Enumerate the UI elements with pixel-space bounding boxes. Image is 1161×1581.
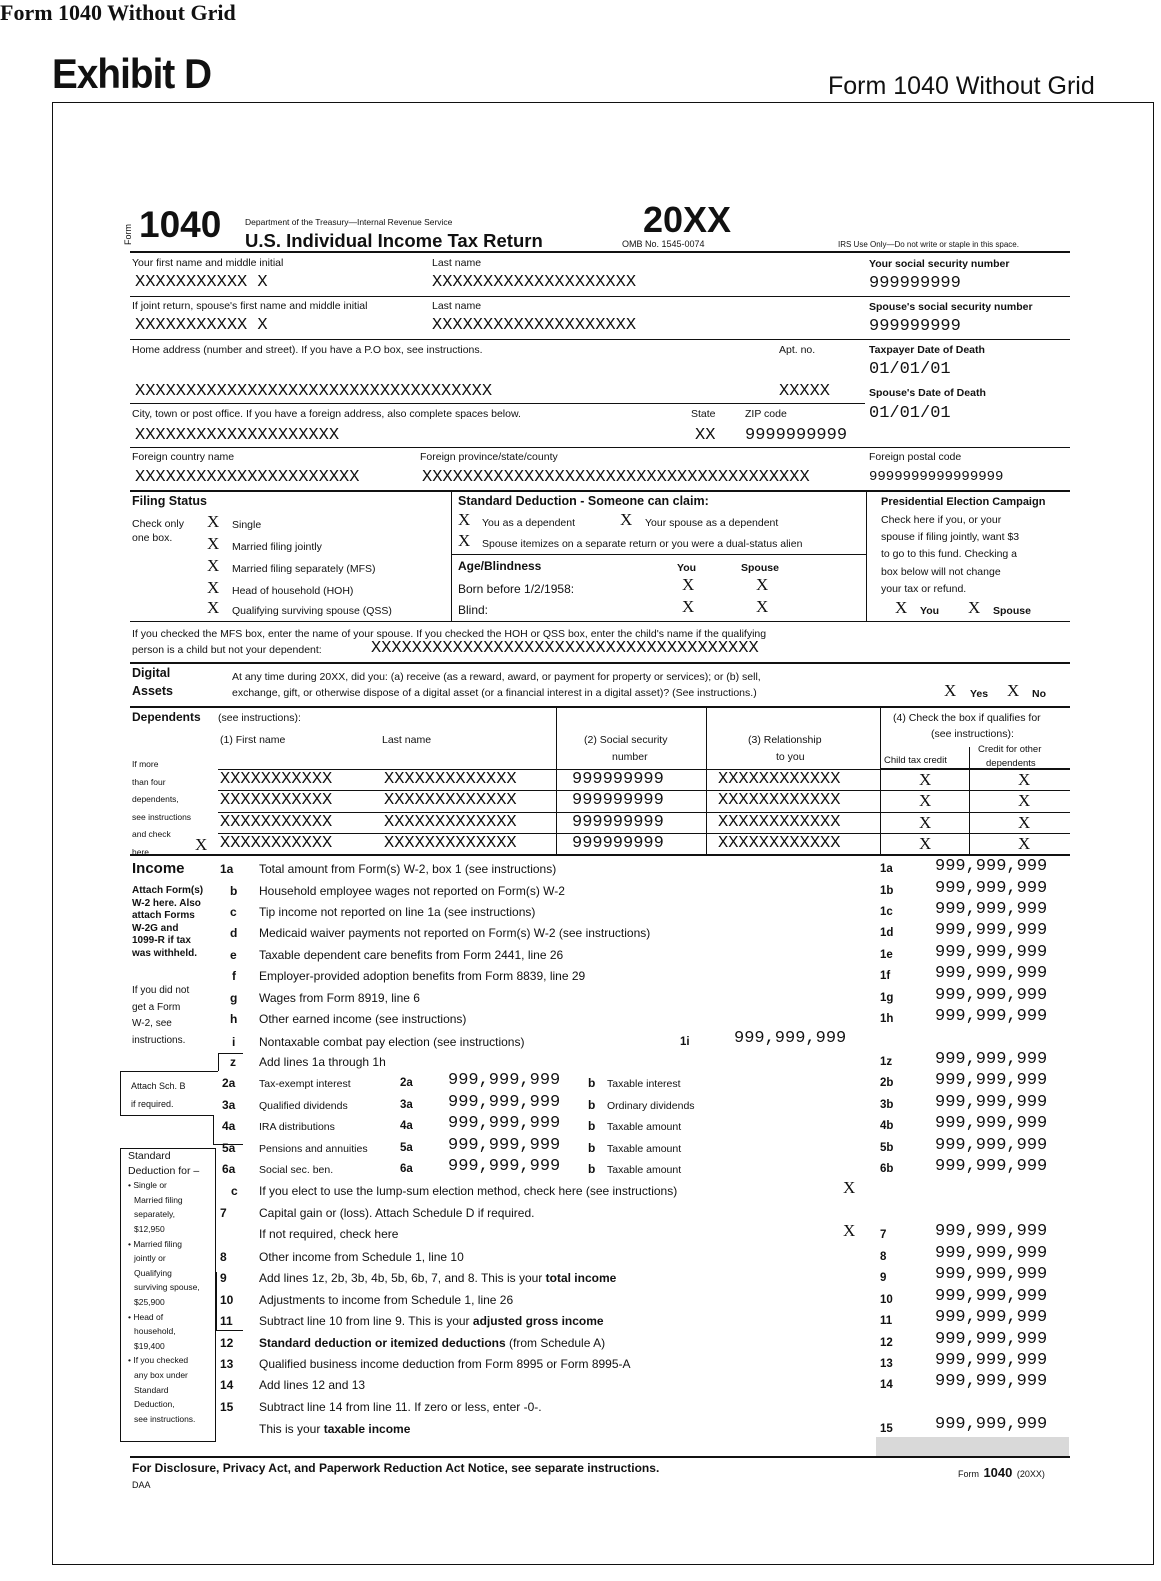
line-9-ref: 9 (880, 1272, 887, 1284)
mfs-instruction-line-1: If you checked the MFS box, enter the name of your spouse. If you checked the HOH or QSS box, enter the child's name if the qualifying (132, 628, 767, 640)
line-4b-ref: 4b (880, 1120, 894, 1132)
line-6b-text: Taxable amount (607, 1164, 682, 1176)
line-13-ref: 13 (880, 1358, 893, 1370)
line-1f-ref: 1f (880, 970, 891, 982)
line-3a-num: 3a (222, 1098, 236, 1112)
line-5b-amount[interactable]: 999,999,999 (935, 1136, 1048, 1155)
line-1h-amount[interactable]: 999,999,999 (935, 1007, 1048, 1026)
taxpayer-death-field[interactable]: 01/01/01 (869, 360, 951, 379)
dep-2-rel[interactable]: XXXXXXXXXXXX (718, 791, 841, 810)
line-11-text: Subtract line 10 from line 9. This is your adjusted gross income (259, 1314, 604, 1328)
pec-line-4: box below will not change (881, 566, 1001, 578)
line-7-text-2: If not required, check here (259, 1227, 399, 1241)
line-1h-text: Other earned income (see instructions) (259, 1012, 467, 1026)
line-1h-num: h (230, 1012, 238, 1026)
foreign-province-field[interactable]: XXXXXXXXXXXXXXXXXXXXXXXXXXXXXXXXXXXXXX (422, 468, 810, 487)
line-12-text: Standard deduction or itemized deductions (from Schedule A) (259, 1336, 606, 1350)
dep-col-ctc: Child tax credit (884, 755, 947, 766)
line-15-ref: 15 (880, 1423, 893, 1435)
line-7-checkbox[interactable]: X (843, 1221, 856, 1240)
line-5b-text: Taxable amount (607, 1143, 682, 1155)
last-name-label: Last name (432, 257, 482, 269)
dep-col-odc-1: Credit for other (978, 744, 1042, 755)
city-label: City, town or post office. If you have a foreign address, also complete spaces below. (132, 408, 521, 420)
income-title: Income (132, 860, 185, 877)
line-3b-text: Ordinary dividends (607, 1100, 695, 1112)
line-6a-num: 6a (222, 1162, 236, 1176)
apt-no-label: Apt. no. (779, 344, 816, 356)
irs-use-only: IRS Use Only—Do not write or staple in this space. (838, 240, 1019, 249)
line-10-amount[interactable]: 999,999,999 (935, 1287, 1048, 1306)
line-7-num: 7 (220, 1206, 227, 1220)
dep-col-ssn-2: number (612, 751, 648, 763)
line-1i-text: Nontaxable combat pay election (see instructions) (259, 1035, 525, 1049)
line-1e-num: e (230, 948, 237, 962)
line-14-amount[interactable]: 999,999,999 (935, 1372, 1048, 1391)
line-11-ref: 11 (880, 1315, 893, 1327)
age-blindness-title: Age/Blindness (458, 559, 542, 573)
line-1i-amount[interactable]: 999,999,999 (734, 1029, 847, 1048)
state-field[interactable]: XX (695, 426, 716, 445)
line-1z-text: Add lines 1a through 1h (259, 1055, 386, 1069)
line-10-ref: 10 (880, 1294, 893, 1306)
attach-forms-note: Attach Form(s) W-2 here. Also attach Forms W-2G and 1099-R if tax was withheld. (132, 885, 204, 959)
line-6c-text: If you elect to use the lump-sum election method, check here (see instructions) (259, 1184, 678, 1198)
dep-1-last[interactable]: XXXXXXXXXXXXX (384, 770, 517, 789)
line-8-ref: 8 (880, 1251, 887, 1263)
line-13-amount[interactable]: 999,999,999 (935, 1351, 1048, 1370)
pec-line-3: to go to this fund. Checking a (881, 548, 1018, 560)
line-1b-num: b (230, 884, 238, 898)
dep-1-ctc-checkbox[interactable]: X (919, 770, 932, 789)
line-12-num: 12 (220, 1336, 234, 1350)
line-1a-ref: 1a (880, 863, 893, 875)
line-1i-num: i (232, 1035, 236, 1049)
age-you-label: You (677, 562, 697, 574)
dep-4-odc-checkbox[interactable]: X (1018, 834, 1031, 853)
line-13-text: Qualified business income deduction from Form 8995 or Form 8995-A (259, 1357, 631, 1371)
dep-2-odc-checkbox[interactable]: X (1018, 791, 1031, 810)
line-3a-amount[interactable]: 999,999,999 (448, 1093, 561, 1112)
spouse-last-name-field[interactable]: XXXXXXXXXXXXXXXXXXXX (432, 316, 637, 335)
line-14-text: Add lines 12 and 13 (259, 1378, 366, 1392)
dep-1-odc-checkbox[interactable]: X (1018, 770, 1031, 789)
line-1b-amount[interactable]: 999,999,999 (935, 879, 1048, 898)
line-10-num: 10 (220, 1293, 234, 1307)
std-itemizes-label: Spouse itemizes on a separate return or you were a dual-status alien (482, 538, 803, 550)
first-name-label: Your first name and middle initial (132, 257, 284, 269)
digital-yes-checkbox[interactable]: X (944, 681, 957, 700)
line-11-num: 11 (220, 1314, 233, 1328)
more-dependents-checkbox[interactable]: X (195, 835, 208, 854)
pec-you-label: You (920, 605, 940, 617)
zip-label: ZIP code (745, 408, 787, 420)
line-1f-text: Employer-provided adoption benefits from Form 8839, line 29 (259, 969, 586, 983)
line-6a-amount[interactable]: 999,999,999 (448, 1157, 561, 1176)
home-address-field[interactable]: XXXXXXXXXXXXXXXXXXXXXXXXXXXXXXXXXXX (135, 382, 493, 401)
filing-qss-checkbox[interactable]: X (207, 598, 220, 617)
line-10-text: Adjustments to income from Schedule 1, line 26 (259, 1293, 514, 1307)
form-department: Department of the Treasury—Internal Revenue Service (245, 217, 453, 227)
line-15-text: Subtract line 14 from line 11. If zero or less, enter -0-. (259, 1400, 542, 1414)
dep-col-first-name: (1) First name (220, 734, 286, 746)
line-1d-ref: 1d (880, 927, 894, 939)
filing-mfj-label: Married filing jointly (232, 541, 322, 553)
line-1h-ref: 1h (880, 1013, 894, 1025)
form-number: 1040 (139, 204, 222, 245)
digital-assets-title-2: Assets (132, 684, 173, 698)
line-1g-text: Wages from Form 8919, line 6 (259, 991, 420, 1005)
pec-title: Presidential Election Campaign (881, 496, 1046, 508)
apt-no-field[interactable]: XXXXX (779, 382, 831, 401)
line-1b-ref: 1b (880, 885, 894, 897)
line-4a-num: 4a (222, 1119, 236, 1133)
line-14-ref: 14 (880, 1379, 893, 1391)
digital-assets-title-1: Digital (132, 666, 171, 680)
line-2a-num: 2a (222, 1076, 236, 1090)
line-6b-ref: 6b (880, 1163, 894, 1175)
line-1z-ref: 1z (880, 1056, 893, 1068)
no-form-note: If you did not get a Form W-2, see instructions. (132, 985, 190, 1046)
pec-spouse-checkbox[interactable]: X (968, 598, 981, 617)
line-6c-num: c (231, 1184, 238, 1198)
line-6a-text: Social sec. ben. (259, 1164, 334, 1176)
foreign-postal-field[interactable]: 9999999999999999 (869, 469, 1004, 485)
foreign-country-label: Foreign country name (132, 451, 235, 463)
line-1e-text: Taxable dependent care benefits from Form 2441, line 26 (259, 948, 564, 962)
form-title: U.S. Individual Income Tax Return (245, 230, 543, 251)
std-you-dependent-checkbox[interactable]: X (458, 510, 471, 529)
line-5b-letter: b (588, 1141, 596, 1155)
line-4a-text: IRA distributions (259, 1121, 335, 1133)
dep-col-rel-1: (3) Relationship (748, 734, 822, 746)
line-2b-ref: 2b (880, 1077, 894, 1089)
home-address-label: Home address (number and street). If you have a P.O box, see instructions. (132, 344, 483, 356)
pec-line-5: your tax or refund. (881, 583, 967, 595)
line-8-text: Other income from Schedule 1, line 10 (259, 1250, 464, 1264)
line-1d-text: Medicaid waiver payments not reported on Form(s) W-2 (see instructions) (259, 926, 651, 940)
digital-question-2: exchange, gift, or otherwise dispose of a digital asset (or a financial interest in a digital asset)? (See instructions.) (232, 687, 757, 699)
line-1d-num: d (230, 926, 238, 940)
line-12-ref: 12 (880, 1337, 893, 1349)
dep-3-ssn[interactable]: 999999999 (572, 813, 664, 832)
line-2b-amount[interactable]: 999,999,999 (935, 1071, 1048, 1090)
line-1c-num: c (230, 905, 237, 919)
dep-3-rel[interactable]: XXXXXXXXXXXX (718, 813, 841, 832)
first-name-field[interactable]: XXXXXXXXXXX X (135, 273, 268, 292)
line-5a-text: Pensions and annuities (259, 1143, 368, 1155)
taxpayer-death-label: Taxpayer Date of Death (869, 344, 985, 356)
line-2b-letter: b (588, 1076, 596, 1090)
dep-4-last[interactable]: XXXXXXXXXXXXX (384, 834, 517, 853)
std-you-dependent-label: You as a dependent (482, 517, 576, 529)
line-1g-ref: 1g (880, 992, 894, 1004)
line-8-num: 8 (220, 1250, 227, 1264)
std-spouse-dependent-label: Your spouse as a dependent (645, 517, 779, 529)
foreign-postal-label: Foreign postal code (869, 451, 962, 463)
dep-col-last-name: Last name (382, 734, 432, 746)
line-1c-ref: 1c (880, 906, 893, 918)
line-9-num: 9 (220, 1271, 227, 1285)
line-12-amount[interactable]: 999,999,999 (935, 1330, 1048, 1349)
filing-qss-label: Qualifying surviving spouse (QSS) (232, 605, 392, 617)
dep-3-last[interactable]: XXXXXXXXXXXXX (384, 813, 517, 832)
dependents-side-note: If more than four dependents, see instructions and check here (132, 759, 192, 857)
blind-spouse-checkbox[interactable]: X (756, 597, 769, 616)
dep-col-ssn-1: (2) Social security (584, 734, 668, 746)
one-box-label: one box. (132, 532, 173, 544)
filing-status-title: Filing Status (132, 494, 207, 508)
std-itemizes-checkbox[interactable]: X (458, 531, 471, 550)
form-footer-id: Form 1040 (20XX) (958, 1465, 1045, 1480)
dep-col-check-1: (4) Check the box if qualifies for (893, 712, 1041, 724)
line-1g-amount[interactable]: 999,999,999 (935, 986, 1048, 1005)
line-6c-checkbox[interactable]: X (843, 1178, 856, 1197)
sch-b-note: Attach Sch. B if required. (131, 1081, 186, 1109)
line-1f-amount[interactable]: 999,999,999 (935, 964, 1048, 983)
shaded-cell (876, 1437, 1069, 1456)
pec-line-1: Check here if you, or your (881, 514, 1002, 526)
dep-2-ctc-checkbox[interactable]: X (919, 791, 932, 810)
mfs-name-field[interactable]: XXXXXXXXXXXXXXXXXXXXXXXXXXXXXXXXXXXXXX (371, 639, 759, 658)
digital-yes-label: Yes (970, 688, 989, 700)
filing-single-label: Single (232, 519, 262, 531)
dep-1-ssn[interactable]: 999999999 (572, 770, 664, 789)
zip-field[interactable]: 9999999999 (745, 426, 848, 445)
dep-3-odc-checkbox[interactable]: X (1018, 813, 1031, 832)
blind-label: Blind: (458, 603, 489, 617)
dep-3-first[interactable]: XXXXXXXXXXX (220, 813, 333, 832)
std-spouse-dependent-checkbox[interactable]: X (620, 510, 633, 529)
line-1b-text: Household employee wages not reported on Form(s) W-2 (259, 884, 565, 898)
exhibit-heading: Exhibit D (52, 50, 212, 97)
omb-number: OMB No. 1545-0074 (622, 239, 705, 249)
ssn-label: Your social security number (869, 258, 1010, 270)
mfs-instruction-line-2: person is a child but not your dependent: (132, 644, 322, 656)
line-1a-amount[interactable]: 999,999,999 (935, 857, 1048, 876)
line-2a-text: Tax-exempt interest (259, 1078, 351, 1090)
line-6b-amount[interactable]: 999,999,999 (935, 1157, 1048, 1176)
line-1i-ref: 1i (680, 1036, 690, 1048)
line-2b-text: Taxable interest (607, 1078, 681, 1090)
line-9-text: Add lines 1z, 2b, 3b, 4b, 5b, 6b, 7, and 8. This is your total income (259, 1271, 617, 1285)
line-1c-text: Tip income not reported on line 1a (see instructions) (259, 905, 536, 919)
line-7-ref: 7 (880, 1229, 887, 1241)
age-spouse-label: Spouse (741, 562, 779, 574)
state-label: State (691, 408, 716, 420)
digital-no-label: No (1032, 688, 1046, 700)
exhibit-subtitle: Form 1040 Without Grid (828, 72, 1095, 100)
born-before-label: Born before 1/2/1958: (458, 582, 575, 596)
spouse-death-field[interactable]: 01/01/01 (869, 404, 951, 423)
spouse-ssn-field[interactable]: 999999999 (869, 317, 961, 336)
line-1d-amount[interactable]: 999,999,999 (935, 921, 1048, 940)
pec-you-checkbox[interactable]: X (895, 598, 908, 617)
digital-no-checkbox[interactable]: X (1007, 681, 1020, 700)
daa-label: DAA (132, 1480, 151, 1490)
dep-2-first[interactable]: XXXXXXXXXXX (220, 791, 333, 810)
line-5a-num: 5a (222, 1141, 236, 1155)
line-4b-letter: b (588, 1119, 596, 1133)
line-4b-text: Taxable amount (607, 1121, 682, 1133)
spouse-death-label: Spouse's Date of Death (869, 387, 986, 399)
spouse-last-name-label: Last name (432, 300, 482, 312)
filing-mfs-label: Married filing separately (MFS) (232, 563, 376, 575)
line-7-text: Capital gain or (loss). Attach Schedule D if required. (259, 1206, 535, 1220)
line-3a-ref: 3a (400, 1099, 413, 1111)
dep-2-ssn[interactable]: 999999999 (572, 791, 664, 810)
filing-mfj-checkbox[interactable]: X (207, 534, 220, 553)
dep-2-last[interactable]: XXXXXXXXXXXXX (384, 791, 517, 810)
dep-1-rel[interactable]: XXXXXXXXXXXX (718, 770, 841, 789)
line-13-num: 13 (220, 1357, 234, 1371)
filing-mfs-checkbox[interactable]: X (207, 556, 220, 575)
disclosure-notice: For Disclosure, Privacy Act, and Paperwork Reduction Act Notice, see separate instructions. (132, 1461, 660, 1475)
line-1c-amount[interactable]: 999,999,999 (935, 900, 1048, 919)
line-2a-amount[interactable]: 999,999,999 (448, 1071, 561, 1090)
line-15-text-2: This is your taxable income (259, 1422, 411, 1436)
line-15-num: 15 (220, 1400, 234, 1414)
line-1g-num: g (230, 991, 238, 1005)
line-4a-amount[interactable]: 999,999,999 (448, 1114, 561, 1133)
dep-4-ssn[interactable]: 999999999 (572, 834, 664, 853)
blind-you-checkbox[interactable]: X (682, 597, 695, 616)
line-9-amount[interactable]: 999,999,999 (935, 1265, 1048, 1284)
dep-col-rel-2: to you (776, 751, 805, 763)
spouse-ssn-label: Spouse's social security number (869, 301, 1033, 313)
born-you-checkbox[interactable]: X (682, 575, 695, 594)
line-6a-ref: 6a (400, 1163, 413, 1175)
line-7-amount[interactable]: 999,999,999 (935, 1222, 1048, 1241)
check-only-label: Check only (132, 518, 184, 530)
line-5a-ref: 5a (400, 1142, 413, 1154)
dep-4-rel[interactable]: XXXXXXXXXXXX (718, 834, 841, 853)
last-name-field[interactable]: XXXXXXXXXXXXXXXXXXXX (432, 273, 637, 292)
pec-line-2: spouse if filing jointly, want $3 (881, 531, 1020, 543)
pec-spouse-label: Spouse (993, 605, 1031, 617)
dependents-title: Dependents (132, 710, 201, 724)
dep-1-first[interactable]: XXXXXXXXXXX (220, 770, 333, 789)
dep-col-check-2: (see instructions): (931, 728, 1014, 740)
std-deduction-title: Standard Deduction - Someone can claim: (458, 494, 709, 508)
line-2a-ref: 2a (400, 1077, 413, 1089)
line-8-amount[interactable]: 999,999,999 (935, 1244, 1048, 1263)
line-6b-letter: b (588, 1162, 596, 1176)
city-field[interactable]: XXXXXXXXXXXXXXXXXXXX (135, 426, 340, 445)
line-1e-ref: 1e (880, 949, 893, 961)
dep-3-ctc-checkbox[interactable]: X (919, 813, 932, 832)
dep-4-first[interactable]: XXXXXXXXXXX (220, 834, 333, 853)
line-15-amount[interactable]: 999,999,999 (935, 1415, 1048, 1434)
standard-deduction-note: Standard Deduction for – • Single or Married filing separately, $12,950 • Married filing jointly or Qualifying surviving spouse, $25,900 • Head of household, $19,400 • If you checked any box under Standard Deduction, see instructions. (128, 1150, 200, 1424)
dep-col-odc-2: dependents (986, 758, 1036, 769)
line-5b-ref: 5b (880, 1142, 894, 1154)
line-11-amount[interactable]: 999,999,999 (935, 1308, 1048, 1327)
spouse-first-name-label: If joint return, spouse's first name and middle initial (132, 300, 368, 312)
digital-question-1: At any time during 20XX, did you: (a) receive (as a reward, award, or payment for property or services); or (b) sell, (232, 671, 761, 683)
line-3b-amount[interactable]: 999,999,999 (935, 1093, 1048, 1112)
line-4a-ref: 4a (400, 1120, 413, 1132)
filing-hoh-checkbox[interactable]: X (207, 578, 220, 597)
filing-hoh-label: Head of household (HOH) (232, 585, 354, 597)
line-1z-amount[interactable]: 999,999,999 (935, 1050, 1048, 1069)
line-14-num: 14 (220, 1378, 234, 1392)
line-1e-amount[interactable]: 999,999,999 (935, 943, 1048, 962)
filing-single-checkbox[interactable]: X (207, 512, 220, 531)
born-spouse-checkbox[interactable]: X (756, 575, 769, 594)
document-title: Form 1040 Without Grid (0, 0, 236, 25)
foreign-province-label: Foreign province/state/county (420, 451, 558, 463)
tax-year: 20XX (643, 199, 732, 240)
line-1f-num: f (232, 969, 236, 983)
form-word-vertical: Form (123, 224, 133, 245)
line-5a-amount[interactable]: 999,999,999 (448, 1136, 561, 1155)
line-4b-amount[interactable]: 999,999,999 (935, 1114, 1048, 1133)
line-1a-text: Total amount from Form(s) W-2, box 1 (see instructions) (259, 862, 557, 876)
line-1a-num: 1a (220, 862, 234, 876)
line-3a-text: Qualified dividends (259, 1100, 348, 1112)
dependents-see: (see instructions): (218, 712, 301, 724)
spouse-first-name-field[interactable]: XXXXXXXXXXX X (135, 316, 268, 335)
foreign-country-field[interactable]: XXXXXXXXXXXXXXXXXXXXXX (135, 468, 360, 487)
line-3b-ref: 3b (880, 1099, 894, 1111)
line-1z-num: z (230, 1055, 236, 1069)
line-3b-letter: b (588, 1098, 596, 1112)
dep-4-ctc-checkbox[interactable]: X (919, 834, 932, 853)
ssn-field[interactable]: 999999999 (869, 274, 961, 293)
